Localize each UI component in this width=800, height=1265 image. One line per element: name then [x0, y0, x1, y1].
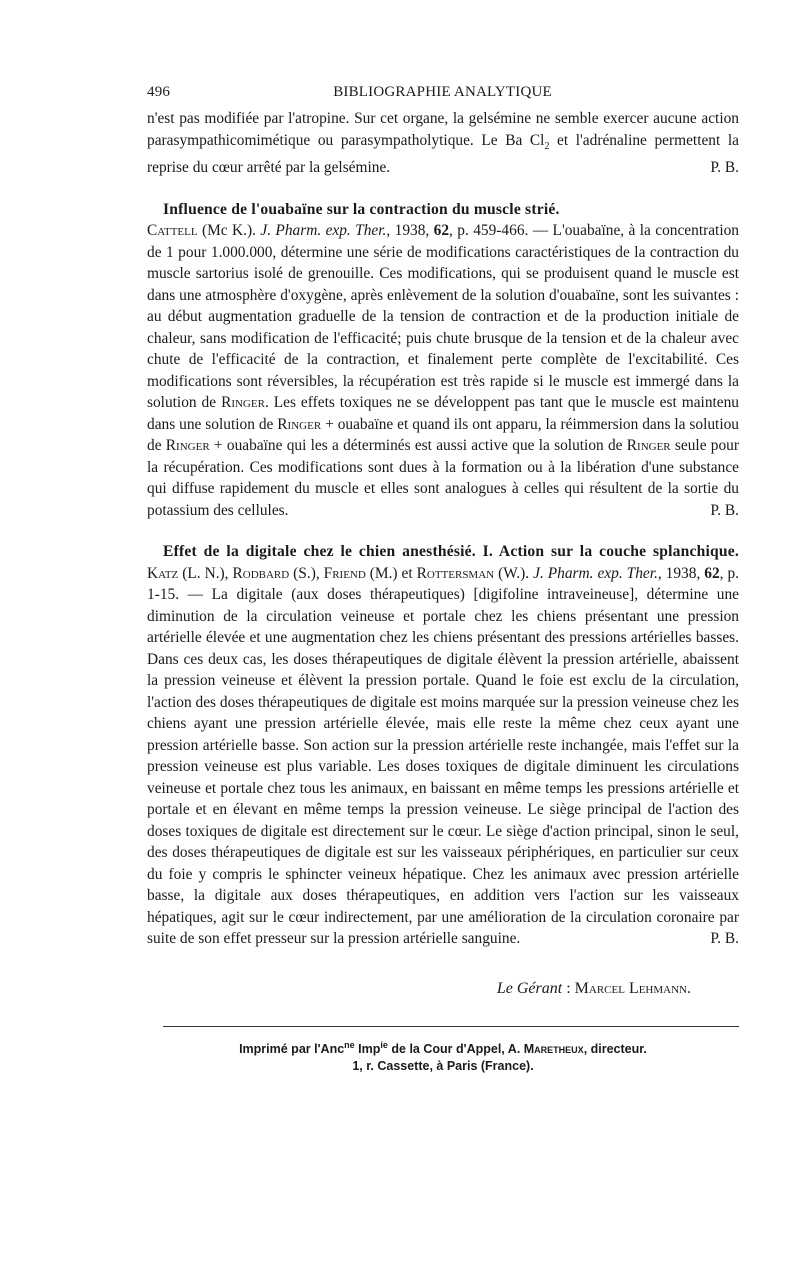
- ringer-name: Ringer: [277, 415, 322, 433]
- intro-subscript: 2: [544, 140, 550, 152]
- journal-volume: 62: [433, 222, 450, 240]
- article-digitale-heading: Effet de la digitale chez le chien anesthésié. I. Action sur la couche splanchique.: [163, 543, 739, 561]
- imprint-text: Imp: [354, 1041, 381, 1056]
- imprint-printer: Maretheux: [523, 1041, 584, 1056]
- article-text: + ouabaïne qui les a déterminés est aussi active que la solution de: [209, 437, 627, 455]
- journal-year: , 1938,: [657, 564, 705, 582]
- imprint-sup: ie: [380, 1039, 388, 1050]
- article-ouabaine-heading: Influence de l'ouabaïne sur la contraction du muscle strié.: [163, 200, 560, 218]
- author-name: Friend: [323, 564, 366, 582]
- imprint-sup: ne: [344, 1039, 355, 1050]
- imprint-text: de la Cour d'Appel, A.: [387, 1041, 524, 1056]
- gerant-label: Le Gérant: [496, 979, 563, 997]
- ringer-name: Ringer: [165, 437, 210, 455]
- journal-pages: , p. 1-15.: [147, 564, 740, 604]
- journal-title: J. Pharm. exp. Ther.: [533, 564, 658, 582]
- footer-divider: [163, 1026, 739, 1027]
- running-title: BIBLIOGRAPHIE ANALYTIQUE: [333, 84, 552, 100]
- journal-year: , 1938,: [386, 222, 434, 240]
- imprint-text: , directeur.: [583, 1041, 647, 1056]
- running-head: [147, 84, 739, 101]
- intro-signature: P. B.: [710, 159, 739, 177]
- article-text: + ouabaïne et quand ils ont apparu, la réimmersion dans la solutiou de: [147, 415, 739, 455]
- author-initials: (M.) et: [365, 564, 417, 582]
- author-initials: (L. N.),: [178, 564, 233, 582]
- article-text: . Les effets toxiques ne se développent pas tant que le muscle est maintenu dans une solution de: [147, 394, 740, 433]
- author-initials: (W.).: [494, 564, 534, 582]
- intro-text-2: et l'adrénaline permettent la reprise du cœur arrêté par la gelsémine.: [147, 131, 739, 177]
- imprint-line-1: [147, 1037, 739, 1058]
- author-name: Rottersman: [416, 564, 495, 582]
- gerant-separator: :: [562, 979, 575, 997]
- article-ouabaine-signature: P. B.: [710, 501, 739, 519]
- journal-pages: , p. 459-466.: [449, 222, 529, 240]
- author-initials: (S.),: [289, 564, 324, 582]
- article-ouabaine-body: [147, 199, 739, 522]
- gerant-line: [147, 980, 739, 998]
- article-text: — La digitale (aux doses thérapeutiques) [digifoline intraveineuse], détermine une diminution de la circulation veineuse et portale chez les chiens présentant une pression artérielle élevée et une augmentation chez les chiens présentant des pressions artérielles basses. Dans ces deux cas, les doses thérapeutiques de digitale élèvent la pression artérielle, abaissent la pression veineuse et élèvent la pression portale. Quand le foie est exclu de la circulation, l'action des doses thérapeutiques de digitale est moins marquée sur la pression veineuse chez les chiens ayant une pression artérielle élevée, mais elle reste la même chez ceux ayant une pression artérielle basse. Son action sur la pression artérielle reste inchangée, mais l'effet sur la pression veineuse est plus variable. Les doses toxiques de digitale diminuent les circulations veineuse et portale chez tous les animaux, en baissant en même temps les pressions artérielle et portale et en élevant en même temps la pression veineuse. Le siège principal de l'action des doses toxiques de digitale est directement sur le cœur. Le siège d'action principal, sinon le seul, des doses thérapeutiques de digitale est sur les vaisseaux périphériques, en particulier sur ceux du foie y compris le sphincter veineux hépatique. Chez les animaux avec pression artérielle basse, la digitale aux doses thérapeutiques, en addition vers l'action sur les vaisseaux hépatiques, agit sur le cœur indirectement, par une amélioration de la circulation coronaire par suite de son effet presseur sur la pression artérielle sanguine.: [147, 586, 739, 948]
- author-initials: (Mc K.).: [197, 222, 261, 240]
- author-name: Rodbard: [232, 564, 290, 582]
- article-text: seule pour la récupération. Ces modifications sont dues à la formation ou à la libération d'une substance qui diffuse rapidement du muscle et elles sont analogues à celles qui résultent de la sortie du potassium des cellules.: [147, 437, 739, 519]
- article-digitale-body: [147, 541, 739, 950]
- ringer-name: Ringer: [221, 394, 265, 412]
- intro-paragraph: [147, 108, 739, 179]
- article-text: — L'ouabaïne, à la concentration de 1 pour 1.000.000, détermine une série de modifications caractéristiques de la contraction du muscle sartorius isolé de grenouille. Ces modifications, qui se produisent quand le muscle est dans une atmosphère d'oxygène, après enlèvement de la solution d'ouabaïne, sont les suivantes : au début augmentation graduelle de la tension de contraction et de la production initiale de chaleur, sans modification de l'efficacité; puis chute brusque de la tension et de la chaleur avec chute de l'efficacité de la contraction, et finalement perte complète de l'excitabilité. Ces modifications sont réversibles, la récupération est très rapide si le muscle est immergé dans la solution de: [147, 222, 739, 412]
- imprint: [147, 1037, 739, 1075]
- article-digitale: [147, 541, 739, 950]
- article-ouabaine: [147, 199, 739, 522]
- journal-title: J. Pharm. exp. Ther.: [260, 222, 387, 240]
- page-number: 496: [147, 84, 171, 100]
- ringer-name: Ringer: [626, 437, 671, 455]
- page: [147, 84, 739, 1075]
- author-name: Katz: [147, 564, 179, 582]
- article-ouabaine-author: Cattell: [147, 222, 198, 240]
- imprint-line-2: 1, r. Cassette, à Paris (France).: [352, 1058, 534, 1073]
- intro-text-1: n'est pas modifiée par l'atropine. Sur cet organe, la gelsémine ne semble exercer aucune action parasympathicomimétique ou parasympatholytique. Le Ba Cl: [147, 110, 739, 149]
- article-digitale-signature: P. B.: [710, 930, 739, 948]
- journal-volume: 62: [704, 564, 720, 582]
- gerant-name: Marcel Lehmann.: [574, 979, 691, 997]
- imprint-text: Imprimé par l'Anc: [239, 1041, 345, 1056]
